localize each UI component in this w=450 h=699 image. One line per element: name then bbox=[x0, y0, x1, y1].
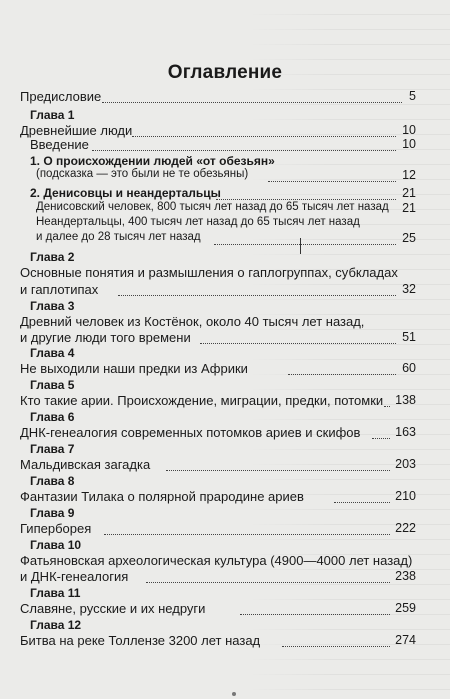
toc-entry-chapter-5[interactable] bbox=[20, 393, 416, 411]
toc-entry-chapter-7[interactable] bbox=[20, 457, 416, 475]
dot-leader bbox=[200, 343, 396, 344]
toc-entry-chapter-4[interactable] bbox=[20, 361, 416, 379]
chapter-9-label: Глава 9 bbox=[30, 506, 75, 520]
page-number: 21 bbox=[402, 186, 416, 200]
entry-title: Гиперборея bbox=[20, 521, 92, 536]
page-number: 60 bbox=[402, 361, 416, 375]
toc-section-1-hint[interactable] bbox=[36, 168, 416, 186]
entry-title: Введение bbox=[30, 137, 89, 152]
toc-entry-chapter-3[interactable] bbox=[20, 330, 416, 348]
section-title: 1. О происхождении людей «от обезьян» bbox=[30, 154, 275, 168]
toc-entry-chapter-8[interactable] bbox=[20, 489, 416, 507]
dot-leader bbox=[372, 438, 390, 439]
toc-entry-preface[interactable] bbox=[20, 89, 416, 107]
page-number: 222 bbox=[395, 521, 416, 535]
page-number: 32 bbox=[402, 282, 416, 296]
entry-title: ДНК-генеалогия современных потомков ариев и скифов bbox=[20, 425, 361, 440]
page-title: Оглавление bbox=[167, 62, 283, 83]
dot-leader bbox=[282, 646, 390, 647]
toc-entry-chapter-9[interactable] bbox=[20, 521, 416, 539]
dot-leader bbox=[240, 614, 390, 615]
chapter-3-title-line1: Древний человек из Костёнок, около 40 тысяч лет назад, bbox=[20, 314, 365, 329]
toc-subsection-neanderthal-line1: Неандертальцы, 400 тысяч лет назад до 65 тысяч лет назад bbox=[36, 216, 360, 228]
entry-title: Славяне, русские и их недруги bbox=[20, 601, 206, 616]
dot-leader bbox=[214, 244, 396, 245]
toc-entry-chapter-11[interactable] bbox=[20, 601, 416, 619]
toc-entry-chapter-6[interactable] bbox=[20, 425, 416, 443]
entry-title: Древнейшие люди bbox=[20, 123, 133, 138]
entry-title: Предисловие bbox=[20, 89, 102, 104]
page-number: 259 bbox=[395, 601, 416, 615]
chapter-1-label: Глава 1 bbox=[30, 108, 75, 122]
page-number: 25 bbox=[402, 231, 416, 245]
page-number: 21 bbox=[402, 201, 416, 215]
dot-leader bbox=[146, 582, 390, 583]
chapter-10-label: Глава 10 bbox=[30, 538, 82, 552]
dot-leader bbox=[384, 406, 390, 407]
page-number: 10 bbox=[402, 137, 416, 151]
chapter-4-label: Глава 4 bbox=[30, 346, 75, 360]
page-number: 10 bbox=[402, 123, 416, 137]
entry-title: Денисовский человек, 800 тысяч лет назад до 65 тысяч лет назад bbox=[36, 201, 389, 213]
chapter-2-title-line1: Основные понятия и размышления о гаплогруппах, субкладах bbox=[20, 265, 398, 280]
chapter-10-title-line1: Фатьяновская археологическая культура (4900—4000 лет назад) bbox=[20, 553, 413, 568]
page-number: 210 bbox=[395, 489, 416, 503]
dot-leader bbox=[288, 374, 396, 375]
chapter-2-label: Глава 2 bbox=[30, 250, 75, 264]
printing-mark bbox=[300, 238, 301, 254]
dot-leader bbox=[104, 534, 390, 535]
toc-entry-intro[interactable] bbox=[30, 137, 416, 155]
entry-title: и далее до 28 тысяч лет назад bbox=[36, 231, 201, 243]
dot-leader bbox=[92, 150, 396, 151]
chapter-8-label: Глава 8 bbox=[30, 474, 75, 488]
dot-leader bbox=[102, 102, 402, 103]
page-number: 203 bbox=[395, 457, 416, 471]
entry-title: (подсказка — это были не те обезьяны) bbox=[36, 168, 249, 180]
page-number: 238 bbox=[395, 569, 416, 583]
chapter-7-label: Глава 7 bbox=[30, 442, 75, 456]
entry-title: и другие люди того времени bbox=[20, 330, 191, 345]
toc-entry-chapter-12[interactable] bbox=[20, 633, 416, 651]
dot-leader bbox=[118, 295, 396, 296]
page-number: 163 bbox=[395, 425, 416, 439]
toc-entry-chapter-2[interactable] bbox=[20, 282, 416, 300]
dot-leader bbox=[216, 199, 396, 200]
chapter-11-label: Глава 11 bbox=[30, 586, 81, 600]
chapter-3-label: Глава 3 bbox=[30, 299, 75, 313]
toc-entry-chapter-10[interactable] bbox=[20, 569, 416, 587]
chapter-12-label: Глава 12 bbox=[30, 618, 82, 632]
dot-leader bbox=[166, 470, 390, 471]
chapter-5-label: Глава 5 bbox=[30, 378, 75, 392]
entry-title: Битва на реке Толлензе 3200 лет назад bbox=[20, 633, 261, 648]
page-number: 51 bbox=[402, 330, 416, 344]
dot-leader bbox=[334, 502, 390, 503]
entry-title: Кто такие арии. Происхождение, миграции, предки, потомки bbox=[20, 393, 384, 408]
entry-title: и гаплотипах bbox=[20, 282, 99, 297]
toc-subsection-neanderthal[interactable] bbox=[36, 231, 416, 249]
page-number: 5 bbox=[409, 89, 416, 103]
entry-title: Мальдивская загадка bbox=[20, 457, 151, 472]
page-number: 138 bbox=[395, 393, 416, 407]
page-number: 274 bbox=[395, 633, 416, 647]
entry-title: и ДНК-генеалогия bbox=[20, 569, 129, 584]
entry-title: Фантазии Тилака о полярной прародине ариев bbox=[20, 489, 304, 504]
entry-title: Не выходили наши предки из Африки bbox=[20, 361, 248, 376]
section-title: 2. Денисовцы и неандертальцы bbox=[30, 186, 221, 200]
page-number: 12 bbox=[402, 168, 416, 182]
chapter-6-label: Глава 6 bbox=[30, 410, 75, 424]
page-mark-dot bbox=[232, 692, 236, 696]
dot-leader bbox=[268, 181, 396, 182]
